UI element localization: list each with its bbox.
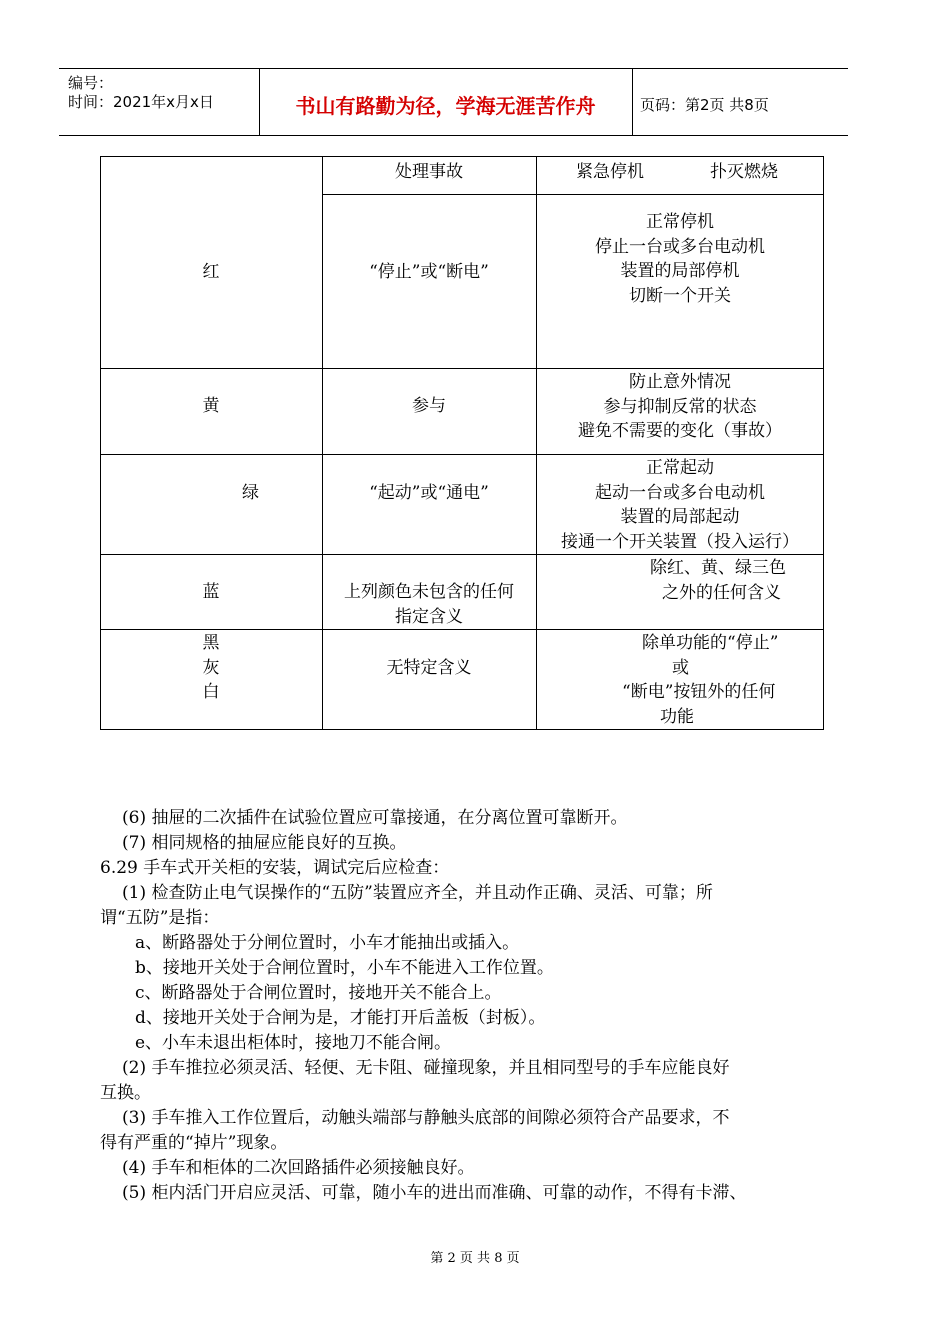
table-cell-color: 黄: [202, 396, 220, 416]
table-border-top: [100, 156, 824, 157]
page-footer: 第 2 页 共 8 页: [430, 1251, 520, 1266]
paragraph: 谓“五防”是指：: [100, 908, 220, 928]
list-item: b、接地开关处于合闸位置时，小车不能进入工作位置。: [135, 958, 554, 978]
paragraph: (3) 手车推入工作位置后，动触头端部与静触头底部的间隙必须符合产品要求，不: [122, 1108, 730, 1128]
paragraph: (1) 检查防止电气误操作的“五防”装置应齐全，并且动作正确、灵活、可靠；所: [122, 883, 713, 903]
table-cell-usage: 除红、黄、绿三色 之外的任何含义: [650, 558, 786, 603]
table-cell-color: 黑 灰 白: [202, 633, 220, 703]
header-motto: 书山有路勤为径，学海无涯苦作舟: [295, 94, 596, 118]
paragraph: 互换。: [100, 1083, 151, 1103]
table-cell-usage: 除单功能的“停止” 或 “断电”按钮外的任何 功能: [622, 633, 779, 727]
paragraph: 得有严重的“掉片”现象。: [100, 1133, 288, 1153]
header-bottom-rule: [59, 135, 848, 136]
table-cell-color: 红: [202, 262, 220, 282]
table-cell-meaning: 无特定含义: [386, 658, 472, 678]
header-divider-right: [632, 68, 633, 135]
table-head-rule: [322, 194, 824, 195]
list-item: e、小车未退出柜体时，接地刀不能合闸。: [135, 1033, 452, 1053]
table-col-divider-1: [322, 156, 323, 730]
header-time: 时间：2021年x月x日: [68, 93, 214, 111]
paragraph: (7) 相同规格的抽屉应能良好的互换。: [122, 833, 407, 853]
table-cell-meaning: “起动”或“通电”: [369, 483, 489, 503]
table-cell-color: 蓝: [202, 582, 220, 602]
list-item: c、断路器处于合闸位置时，接地开关不能合上。: [135, 983, 502, 1003]
table-row-rule-1: [100, 368, 824, 369]
table-cell-color: 绿: [242, 483, 259, 503]
header-page: 页码：第2页 共8页: [640, 96, 769, 114]
table-cell-usage: 正常起动 起动一台或多台电动机 装置的局部起动 接通一个开关装置（投入运行）: [561, 458, 799, 552]
table-cell-meaning: “停止”或“断电”: [369, 262, 489, 282]
list-item: a、断路器处于分闸位置时，小车才能抽出或插入。: [135, 933, 520, 953]
header-top-rule: [59, 68, 848, 69]
paragraph: (5) 柜内活门开启应灵活、可靠，随小车的进出而准确、可靠的动作，不得有卡滞、: [122, 1183, 747, 1203]
table-head-cell: 紧急停机: [576, 162, 644, 182]
table-row-rule-2: [100, 454, 824, 455]
table-cell-usage: 防止意外情况 参与抑制反常的状态 避免不需要的变化（事故）: [578, 372, 782, 442]
table-cell-meaning: 参与: [412, 396, 446, 416]
table-head-cell: 扑灭燃烧: [710, 162, 778, 182]
paragraph: (2) 手车推拉必须灵活、轻便、无卡阻、碰撞现象，并且相同型号的手车应能良好: [122, 1058, 730, 1078]
paragraph: (4) 手车和柜体的二次回路插件必须接触良好。: [122, 1158, 475, 1178]
table-head-cell: 处理事故: [395, 162, 463, 182]
header-number: 编号：: [68, 74, 114, 92]
paragraph: (6) 抽屉的二次插件在试验位置应可靠接通，在分离位置可靠断开。: [122, 808, 628, 828]
color-meaning-table: [100, 156, 824, 730]
table-cell-meaning: 上列颜色未包含的任何 指定含义: [344, 582, 514, 627]
section-heading: 6.29 手车式开关柜的安装，调试完后应检查：: [100, 858, 450, 878]
table-cell-usage: 正常停机 停止一台或多台电动机 装置的局部停机 切断一个开关: [595, 212, 765, 306]
list-item: d、接地开关处于合闸为是，才能打开后盖板（封板）。: [135, 1008, 546, 1028]
